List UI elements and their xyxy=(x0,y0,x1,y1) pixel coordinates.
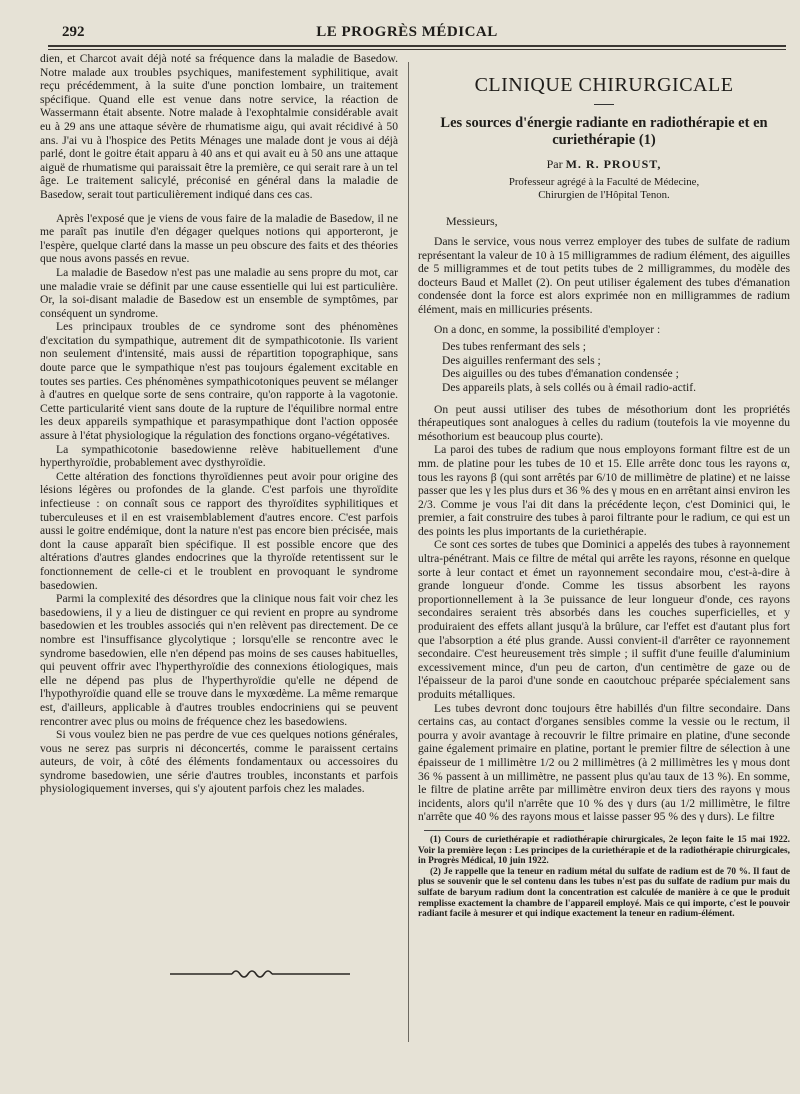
right-paragraph-2: On a donc, en somme, la possibilité d'employer : xyxy=(434,322,661,336)
left-paragraph-3: La maladie de Basedow n'est pas une maladie au sens propre du mot, car une maladie vraie se définit par une cause essentielle qui lui est particulière. Or, la soi-disant maladie de Basedow est un ensemble de symptômes, par conséquent un syndrome. xyxy=(40,265,398,320)
list-item: Des aiguilles renfermant des sels ; xyxy=(442,353,601,367)
page-header xyxy=(40,22,774,44)
column-divider xyxy=(408,62,409,1042)
journal-title: LE PROGRÈS MÉDICAL xyxy=(316,24,498,40)
left-paragraph-6: Cette altération des fonctions thyroïdiennes peut avoir pour origine des lésions légères ou profondes de la glande. C'est parfois une thyroïdite infectieuse : on connaît sous ce rapport des thyroïdites syphilitiques et tuberculeuses et il en est vraisemblablement d'autres encore. C'est parfois aussi le goitre endémique, dont la nature n'est pas encore bien précisée, mais dont la cause apparaît bien spécifique. Il est possible encore que des altérations d'autres glandes endocrines que la thyroïde retentissent sur le fonctionnement de celle-ci et le troublent en provoquant le syndrome basedowien. xyxy=(40,469,398,592)
salutation: Messieurs, xyxy=(446,214,498,228)
right-paragraph-5: Ce sont ces sortes de tubes que Dominici a appelés des tubes à rayonnement ultra-pénétrant. Mais ce filtre de métal qui arrête les rayons, résonne en quelque sorte à leur contact et émet un rayonnement secondaire mou, c'est-à-dire à grande longueur d'onde. Comme les tissus absorbent les rayons proportionnellement à la 3e puissance de leur longueur d'onde, ces rayons secondaires seraient très absorbés dans les couches superficielles, et y produiraient des effets allant jusqu'à la brûlure, car l'effet est d'autant plus fort que l'absorption a été plus grande. Aussi convient-il d'arrêter ce rayonnement secondaire. C'est heureusement très simple ; il suffit d'une feuille d'aluminium excessivement mince, d'un peu de carton, d'un centimètre de gaze ou de l'épaisseur de la paroi d'une sonde en caoutchouc préparée spécialement sans produits métalliques. xyxy=(418,538,790,701)
right-paragraph-6: Les tubes devront donc toujours être habillés d'un filtre secondaire. Dans certains cas, au contact d'organes sensibles comme la vessie ou le rectum, il pourra y avoir avantage à recouvrir le filtre primaire en platine, d'une seconde gaine également primaire en platine, portant le premier filtre de sélection à une épaisseur de 1 millimètre 1/2 ou 2 millimètres (à 2 millimètres les γ mous dont 36 % passent à un millimètre, ne passent plus qu'au taux de 13 %). En somme, le filtre de platine arrête par millimètre environ deux tiers des rayons γ mous incidents, alors qu'il n'arrête que 10 % des γ durs (au 1/2 millimètre, le filtre n'arrête que 40 % des rayons mous et laisse passer 95 % des γ durs). Le filtre xyxy=(418,701,790,824)
right-paragraph-3: On peut aussi utiliser des tubes de mésothorium dont les propriétés thérapeutiques sont analogues à celles du radium (toutefois la vie moyenne du mésothorium est beaucoup plus courte). xyxy=(418,402,790,443)
author-line xyxy=(418,157,790,172)
title-dash xyxy=(594,104,614,105)
section-title: CLINIQUE CHIRURGICALE xyxy=(474,74,734,96)
header-rule-thin xyxy=(48,49,786,50)
left-paragraph-8: Si vous voulez bien ne pas perdre de vue ces quelques notions générales, vous ne serez pas surpris ni déconcertés, comme le paraissent certains auteurs, de voir, à côté des éléments fondamentaux ou accessoires du syndrome basedowien, une série d'autres troubles, inconstants et parfois physiologiquement inverses, qui s'y ajoutent parfois chez les malades. xyxy=(40,728,398,796)
end-of-article-ornament xyxy=(170,967,350,981)
left-paragraph-7: Parmi la complexité des désordres que la clinique nous fait voir chez les basedowiens, il y a lieu de distinguer ce qui revient en propre au syndrome basedowien et les troubles associés qui n'en relèvent pas directement. De ce nombre est l'insuffisance glycolytique ; lorsqu'elle se rencontre avec le syndrome basedowien, elle n'en dépend pas moins de ses causes habituelles, qui peuvent offrir avec l'hyperthyroïdie des connexions étiologiques, mais elle ne dépend pas plus de l'hyperthyroïdie qu'elle ne dépend de l'hypothyroïdie quand elle se trouve dans le myxœdème. La même remarque est, d'ailleurs, applicable à d'autres troubles endocriniens qui se peuvent rencontrer avec plus ou moins de fréquence chez les basedowiens. xyxy=(40,592,398,728)
list-item: Des aiguilles ou des tubes d'émanation condensée ; xyxy=(442,367,679,381)
right-column xyxy=(418,52,790,920)
left-paragraph-5: La sympathicotonie basedowienne relève habituellement d'une hyperthyroïdie, probablement avec dysthyroïdie. xyxy=(40,442,398,470)
footnote-1: (1) Cours de curiethérapie et radiothérapie chirurgicales, 2e leçon faite le 15 mai 1922. Voir la première leçon : Les principes de la curiethérapie et de la radiothérapie chirurgicales, in Progrès Médical, 10 juin 1922. xyxy=(418,834,790,867)
list-item: Des appareils plats, à sels collés ou à émail radio-actif. xyxy=(442,380,697,394)
left-column xyxy=(40,52,398,796)
right-paragraph-1: Dans le service, vous nous verrez employer des tubes de sulfate de radium représentant la valeur de 10 à 15 milligrammes de radium élément, des aiguilles de 5 milligrammes et de tout petits tubes de 2 milligrammes, du modèle des docteurs Baud et Mallet (2). On peut utiliser également des tubes d'émanation condensée dont la force est alors exprimée non en milligrammes de radium élément, mais en millicuries présents. xyxy=(418,235,790,316)
left-paragraph-4: Les principaux troubles de ce syndrome sont des phénomènes d'excitation du sympathique, autrement dit de sympathicotonie. Ils varient non seulement d'intensité, mais aussi de répartition topographique, sans doute parce que le sympathique n'est pas toujours également excitable en toutes ses parties. Ces phénomènes sympathicotoniques peuvent se mélanger à d'autres en quelque sorte de sens contraire, qu'on rapporte à la vagotonie. Cette particularité vient sans doute de la rupture de l'équilibre normal entre les deux appareils sympathique et parasympathique dont l'action opposée assure à l'état physiologique la régulation des fonctions organo-végétatives. xyxy=(40,320,398,443)
left-paragraph-2: Après l'exposé que je viens de vous faire de la maladie de Basedow, il ne me paraît pas inutile d'en dégager quelques notions qui apporteront, je l'espère, quelque clarté dans la masse un peu obscure des faits et des théories que nous avons passés en revue. xyxy=(40,211,398,266)
author-affiliation-1: Professeur agrégé à la Faculté de Médecine, xyxy=(508,176,700,188)
right-paragraph-4: La paroi des tubes de radium que nous employons formant filtre est de un mm. de platine pour les tubes de 10 et 15. Elle arrête donc tous les rayons α, tous les rayons β (qui sont arrêtés par 6/10 de millimètre de platine) et ne laisse passer que les γ les plus durs et 36 % des γ mous en en arrêtant ainsi environ les 2/3. Comme je vous l'ai dit dans la précédente leçon, c'est Dominici qui, le premier, a fait construire des tubes à paroi filtrante pour le radium, ce qui est un des points les plus importants de la curiethérapie. xyxy=(418,443,790,538)
left-paragraph-1: dien, et Charcot avait déjà noté sa fréquence dans la maladie de Basedow. Notre malade aux troubles psychiques, manifestement syphilitique, avait reçu précédemment, à la suite d'une ponction lombaire, un traitement spécifique. Quand elle est venue dans notre service, la réaction de Wassermann était absente. Notre malade à l'exophtalmie considérable avait eu à 29 ans une attaque sévère de rhumatisme aigu, qui avait récidivé à 50 ans. J'ai vu à l'hospice des Petits Ménages une malade dont je vous ai déjà parlé, dont le goitre était apparu à 40 ans et qui avait eu à 50 ans une attaque aiguë de rhumatisme qui paraissait être la première, ce qui serait rare à un tel âge. Le traitement salicylé, préconisé en général dans la maladie de Basedow, serait tout particulièrement indiqué dans ces cas. xyxy=(40,52,398,201)
footnote-rule xyxy=(424,830,584,831)
article-title: Les sources d'énergie radiante en radiothérapie et en curiethérapie (1) xyxy=(440,115,768,148)
author-prefix: Par xyxy=(546,157,563,171)
author-affiliation-2: Chirurgien de l'Hôpital Tenon. xyxy=(538,189,670,201)
author-name: M. R. PROUST, xyxy=(565,157,662,171)
list-item: Des tubes renfermant des sels ; xyxy=(442,340,586,354)
header-rule xyxy=(48,45,786,47)
page-number: 292 xyxy=(62,24,85,40)
footnote-2: (2) Je rappelle que la teneur en radium métal du sulfate de radium est de 70 %. Il faut de plus se souvenir que le sel contenu dans les tubes n'est pas du sulfate de radium pur mais du sulfate de baryum radium dont la concentration est calculée de manière à ce que le produit remplisse exactement la chambre de l'appareil employé. Mais ce qui importe, c'est le pouvoir radiant facile à mesurer et qui indique exactement la teneur en radium-élément. xyxy=(418,866,790,920)
